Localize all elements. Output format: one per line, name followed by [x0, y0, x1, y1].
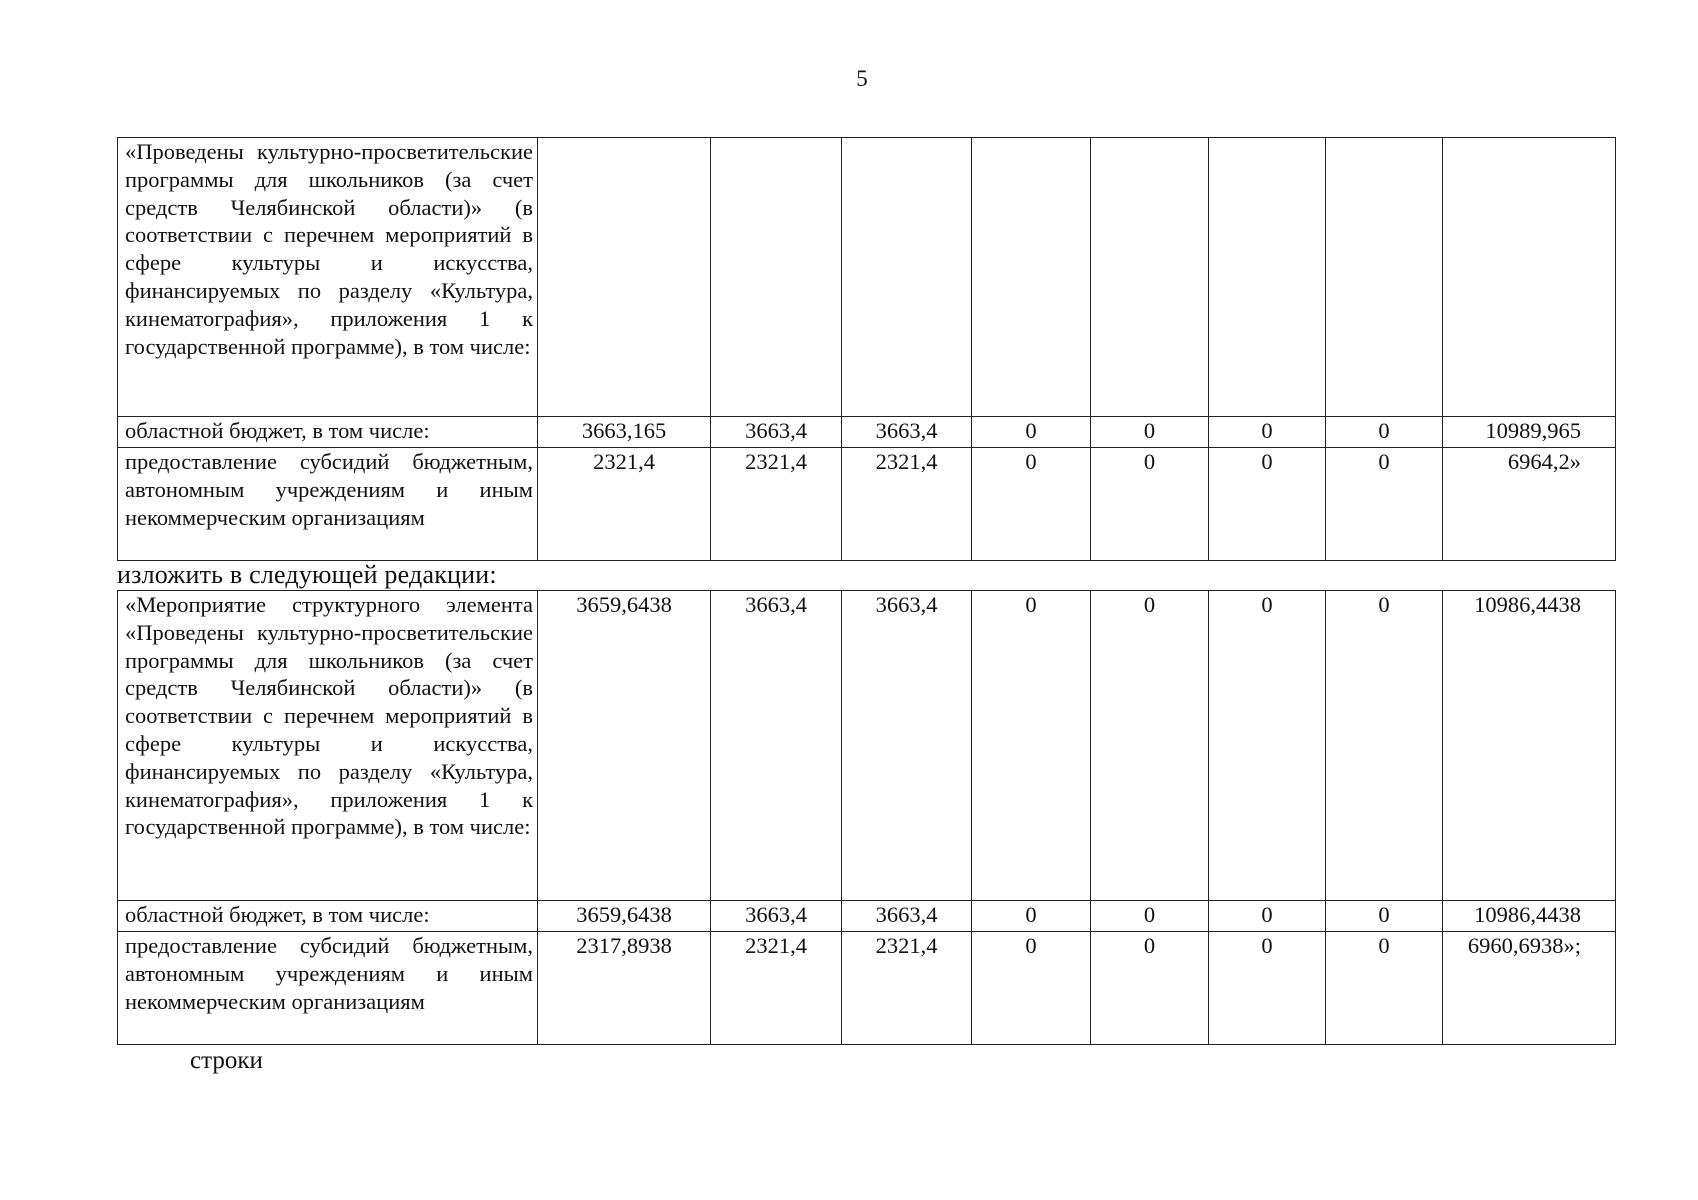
value-cell: 0	[1326, 591, 1443, 901]
value-cell: 0	[1091, 591, 1209, 901]
value-cell: 3659,6438	[538, 901, 711, 932]
value-cell: 0	[1326, 901, 1443, 932]
value-cell	[1326, 138, 1443, 417]
value-cell: 3663,4	[842, 417, 972, 448]
value-cell	[538, 138, 711, 417]
row-label: предоставление субсидий бюджетным, автономным учреждениям и иным некоммерческим организациям	[118, 448, 538, 561]
table-row	[118, 932, 1616, 1045]
value-cell: 10989,965	[1443, 417, 1616, 448]
value-cell	[972, 138, 1091, 417]
value-cell: 3663,165	[538, 417, 711, 448]
table-row	[118, 901, 1616, 932]
value-cell	[1091, 138, 1209, 417]
value-cell: 0	[1326, 932, 1443, 1045]
row-label: областной бюджет, в том числе:	[118, 901, 538, 932]
value-cell: 6960,6938»;	[1443, 932, 1616, 1045]
row-label: «Проведены культурно-просветительские программы для школьников (за счет средств Челябинской области)» (в соответствии с перечнем мероприятий в сфере культуры и искусства, финансируемых по разделу «Культура, кинематография», приложения 1 к государственной программе), в том числе:	[118, 138, 538, 417]
table-row	[118, 448, 1616, 561]
budget-table-old	[117, 137, 1616, 561]
value-cell: 2321,4	[711, 448, 842, 561]
value-cell: 0	[1091, 448, 1209, 561]
value-cell: 0	[1209, 591, 1326, 901]
page-number: 5	[856, 66, 868, 91]
value-cell: 0	[1091, 932, 1209, 1045]
value-cell: 2321,4	[538, 448, 711, 561]
table-row	[118, 417, 1616, 448]
value-cell: 3663,4	[711, 417, 842, 448]
amendment-phrase: изложить в следующей редакции:	[117, 560, 497, 589]
row-label: предоставление субсидий бюджетным, автономным учреждениям и иным некоммерческим организациям	[118, 932, 538, 1045]
value-cell: 0	[972, 591, 1091, 901]
value-cell: 0	[972, 448, 1091, 561]
value-cell: 2317,8938	[538, 932, 711, 1045]
budget-table-new	[117, 590, 1616, 1045]
table-row	[118, 138, 1616, 417]
value-cell: 0	[1326, 417, 1443, 448]
value-cell: 2321,4	[842, 448, 972, 561]
value-cell: 0	[972, 417, 1091, 448]
value-cell	[711, 138, 842, 417]
value-cell: 3663,4	[842, 901, 972, 932]
row-label: «Мероприятие структурного элемента «Проведены культурно-просветительские программы для школьников (за счет средств Челябинской области)» (в соответствии с перечнем мероприятий в сфере культуры и искусства, финансируемых по разделу «Культура, кинематография», приложения 1 к государственной программе), в том числе:	[118, 591, 538, 901]
value-cell: 0	[972, 901, 1091, 932]
value-cell: 6964,2»	[1443, 448, 1616, 561]
trailing-text: строки	[190, 1047, 263, 1074]
value-cell: 10986,4438	[1443, 591, 1616, 901]
value-cell: 0	[1209, 417, 1326, 448]
table-row	[118, 591, 1616, 901]
value-cell: 3663,4	[711, 901, 842, 932]
value-cell	[1443, 138, 1616, 417]
value-cell: 0	[1209, 932, 1326, 1045]
value-cell	[842, 138, 972, 417]
value-cell: 0	[972, 932, 1091, 1045]
value-cell: 2321,4	[711, 932, 842, 1045]
row-label: областной бюджет, в том числе:	[118, 417, 538, 448]
value-cell: 0	[1091, 901, 1209, 932]
value-cell: 0	[1209, 448, 1326, 561]
value-cell: 2321,4	[842, 932, 972, 1045]
value-cell: 3659,6438	[538, 591, 711, 901]
value-cell	[1209, 138, 1326, 417]
value-cell: 0	[1091, 417, 1209, 448]
value-cell: 3663,4	[842, 591, 972, 901]
value-cell: 3663,4	[711, 591, 842, 901]
value-cell: 0	[1326, 448, 1443, 561]
value-cell: 0	[1209, 901, 1326, 932]
value-cell: 10986,4438	[1443, 901, 1616, 932]
